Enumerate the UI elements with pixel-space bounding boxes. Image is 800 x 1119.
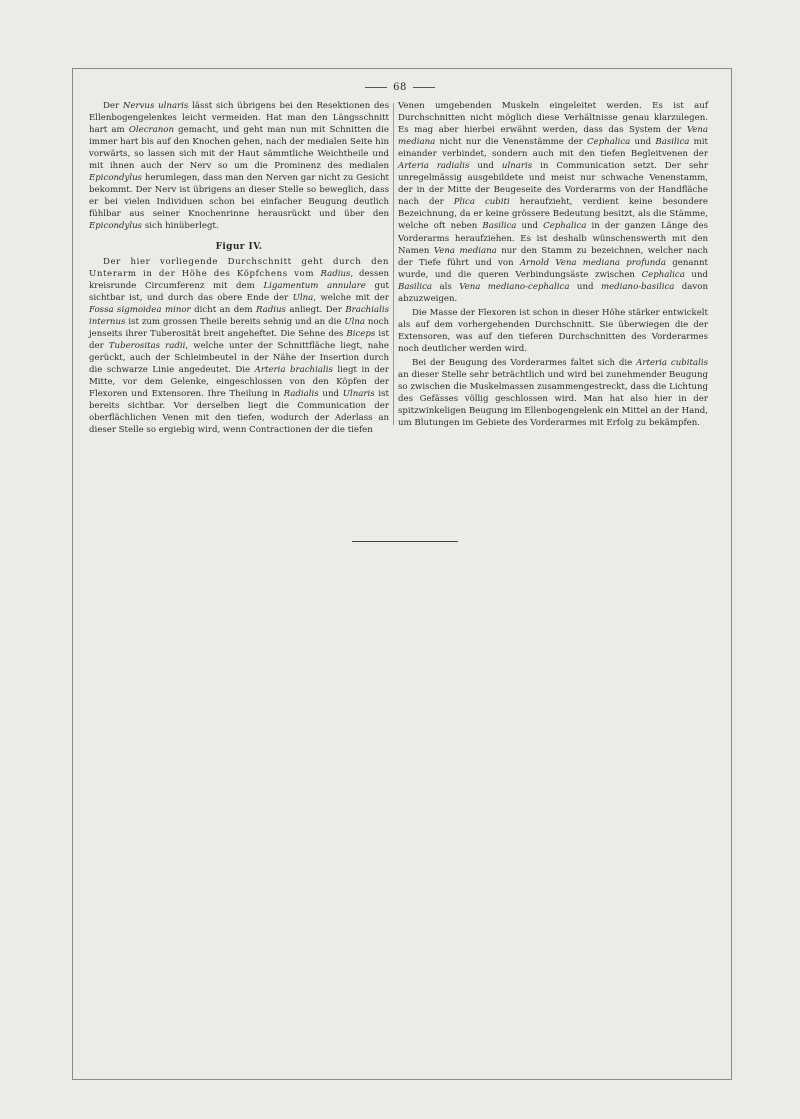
right-paragraph-2: Die Masse der Flexoren ist schon in dieser Höhe stärker entwickelt als auf dem vorhergehenden Durchschnitt. Sie überwiegen die der Extensoren, was auf den tieferen Durchschnitten des Vorderarmes noch deutlicher werden wird. (398, 307, 708, 354)
italic-term: Ulna (292, 292, 314, 303)
italic-term: Olecranon (128, 125, 174, 136)
italic-term: Basilica (482, 221, 517, 232)
spaced-text: Der hier vorliegende Durchschnitt geht durch den Unterarm in der Höhe des Köpfchens vom (89, 256, 389, 279)
right-column (398, 100, 708, 429)
italic-term: Cephalica (587, 137, 631, 148)
page-number-text: 68 (393, 82, 407, 93)
italic-term: Radialis (283, 389, 319, 400)
italic-term: Epicondylus (89, 173, 143, 184)
italic-term: Arteria brachialis (254, 364, 333, 375)
page-number-dash-right (413, 87, 435, 88)
page-number (0, 82, 800, 93)
italic-term: Vena mediana (398, 125, 708, 148)
italic-term: Cephalica (543, 221, 587, 232)
italic-term: Ligamentum annulare (263, 280, 366, 291)
italic-term: Ulnaris (342, 389, 375, 400)
italic-term: Basilica (398, 281, 433, 292)
italic-term: Arteria cubitalis (636, 357, 708, 368)
left-paragraph-2: Der hier vorliegende Durchschnitt geht durch den Unterarm in der Höhe des Köpfchens vom Radius, dessen kreisrunde Circumferenz mit dem Ligamentum annulare gut sichtbar ist, und durch das obere Ende der Ulna, welche mit der Fossa sigmoidea minor dicht an dem Radius anliegt. Der Brachialis internus ist zum grossen Theile bereits sehnig und an die Ulna noch jenseits ihrer Tuberosität breit angeheftet. Die Sehne des Biceps ist der Tuberositas radii, welche unter der Schnittfläche liegt, nahe gerückt, auch der Schleimbeutel in der Nähe der Insertion durch die schwarze Linie angedeutet. Die Arteria brachialis liegt in der Mitte, vor dem Gelenke, eingeschlossen von den Köpfen der Flexoren und Extensoren. Ihre Theilung in Radialis und Ulnaris ist bereits sichtbar. Vor derselben liegt die Communication der oberflächlichen Venen mit den tiefen, wodurch der Aderlass an dieser Stelle so ergiebig wird, wenn Contractionen der die tiefen (89, 256, 389, 436)
italic-term: Fossa sigmoidea minor (89, 304, 191, 315)
page-number-dash-left (365, 87, 387, 88)
italic-term: mediano-basilica (600, 281, 675, 292)
italic-term: Arteria radialis (398, 161, 470, 172)
italic-term: Radius (320, 268, 351, 279)
italic-term: Brachialis internus (89, 304, 389, 327)
figure-heading: Figur IV. (215, 241, 263, 252)
italic-term: Ulna (344, 316, 366, 327)
italic-term: Biceps (346, 328, 376, 339)
italic-term: Arnold Vena mediana profunda (519, 257, 666, 268)
end-rule (352, 541, 458, 542)
italic-term: Plica cubiti (453, 197, 510, 208)
italic-term: Nervus ulnaris (122, 101, 189, 111)
left-paragraph-1: Der Nervus ulnaris lässt sich übrigens bei den Resektionen des Ellenbogengelenkes leicht vermeiden. Hat man den Längsschnitt hart am Olecranon gemacht, und geht man nun mit Schnitten die immer hart bis auf den Knochen gehen, nach der medialen Seite hin vorwärts, so lassen sich mit der Haut sämmtliche Weichtheile und mit ihnen auch der Nerv so um die Prominenz des medialen Epicondylus herumlegen, dass man den Nerven gar nicht zu Gesicht bekommt. Der Nerv ist übrigens an dieser Stelle so beweglich, dass er bei vielen Individuen schon bei einfacher Beugung deutlich fühlbar aus seiner Knochenrinne herausrückt und über den Epicondylus sich hinüberlegt. (89, 101, 389, 232)
italic-term: Epicondylus (89, 221, 143, 232)
italic-term: Vena mediano-cephalica (459, 281, 570, 292)
italic-term: Basilica (655, 137, 690, 148)
right-paragraph-1: Venen umgebenden Muskeln eingeleitet werden. Es ist auf Durchschnitten nicht möglich diese Verhältnisse genau klarzulegen. Es mag aber hierbei erwähnt werden, dass das System der Vena mediana nicht nur die Venenstämme der Cephalica und Basilica mit einander verbindet, sondern auch mit den tiefen Begleitvenen der Arteria radialis und ulnaris in Communication setzt. Der sehr unregelmässig ausgebildete und meist nur schwache Venenstamm, der in der Mitte der Beugeseite des Vorderarms von der Handfläche nach der Plica cubiti heraufzieht, verdient keine besondere Bezeichnung, da er keine grössere Bedeutung besitzt, als die Stämme, welche oft neben Basilica und Cephalica in der ganzen Länge des Vorderarms heraufziehen. Es ist deshalb wünschenswerth mit den Namen Vena mediana nur den Stamm zu bezeichnen, welcher nach der Tiefe führt und von Arnold Vena mediana profunda genannt wurde, und die queren Verbindungsäste zwischen Cephalica und Basilica als Vena mediano-cephalica und mediano-basilica davon abzuzweigen. (398, 101, 709, 304)
italic-term: Radius (255, 304, 286, 315)
italic-term: ulnaris (501, 161, 533, 172)
italic-term: Tuberositas radii (108, 340, 186, 351)
left-column (89, 100, 389, 436)
right-paragraph-3: Bei der Beugung des Vorderarmes faltet sich die Arteria cubitalis an dieser Stelle sehr beträchtlich und wird bei zunehmender Beugung so zwischen die Muskelmassen zusammengestreckt, dass die Lichtung des Gefässes völlig geschlossen wird. Man hat also hier in der spitzwinkeligen Beugung im Ellenbogengelenk ein Mittel an der Hand, um Blutungen im Gebiete des Vorderarmes mit Erfolg zu bekämpfen. (398, 357, 708, 429)
italic-term: Cephalica (641, 269, 685, 280)
column-divider (393, 103, 394, 425)
italic-term: Vena mediana (433, 245, 497, 256)
